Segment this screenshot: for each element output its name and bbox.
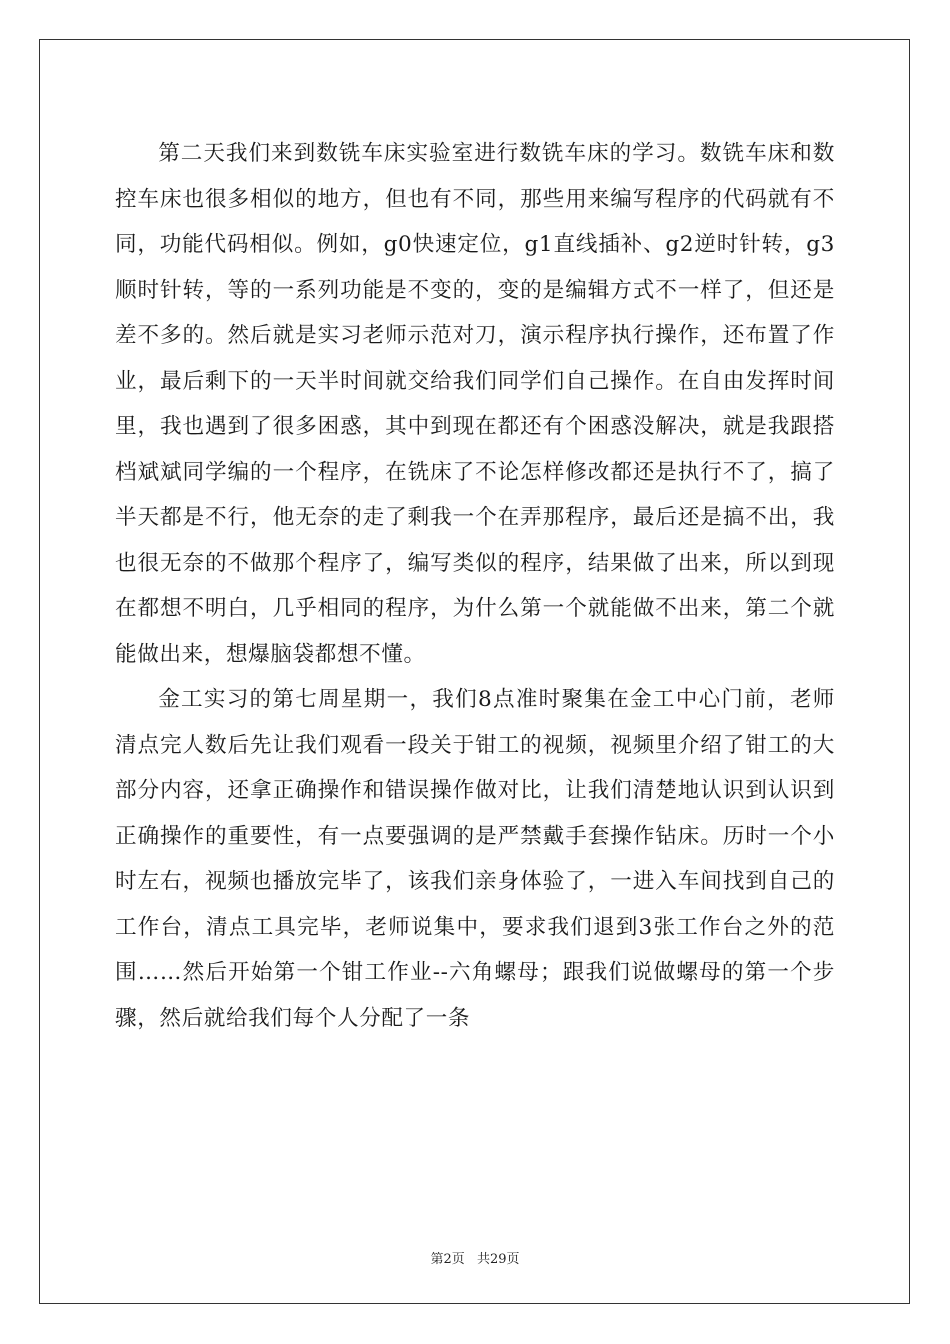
- document-body: [115, 131, 835, 1041]
- page-total: 共29页: [476, 1252, 520, 1267]
- page-footer: [0, 1248, 950, 1267]
- page-number: 第2页: [430, 1252, 465, 1267]
- paragraph-2: 金工实习的第七周星期一，我们8点准时聚集在金工中心门前，老师清点完人数后先让我们观看一段关于钳工的视频，视频里介绍了钳工的大部分内容，还拿正确操作和错误操作做对比，让我们清楚地认识到认识到正确操作的重要性，有一点要强调的是严禁戴手套操作钻床。历时一个小时左右，视频也播放完毕了，该我们亲身体验了，一进入车间找到自己的工作台，清点工具完毕，老师说集中，要求我们退到3张工作台之外的范围……然后开始第一个钳工作业--六角螺母；跟我们说做螺母的第一个步骤，然后就给我们每个人分配了一条: [115, 687, 835, 1031]
- paragraph-1: 第二天我们来到数铣车床实验室进行数铣车床的学习。数铣车床和数控车床也很多相似的地方，但也有不同，那些用来编写程序的代码就有不同，功能代码相似。例如，g0快速定位，g1直线插补、g2逆时针转，g3顺时针转，等的一系列功能是不变的，变的是编辑方式不一样了，但还是差不多的。然后就是实习老师示范对刀，演示程序执行操作，还布置了作业，最后剩下的一天半时间就交给我们同学们自己操作。在自由发挥时间里，我也遇到了很多困惑，其中到现在都还有个困惑没解决，就是我跟搭档斌斌同学编的一个程序，在铣床了不论怎样修改都还是执行不了，搞了半天都是不行，他无奈的走了剩我一个在弄那程序，最后还是搞不出，我也很无奈的不做那个程序了，编写类似的程序，结果做了出来，所以到现在都想不明白，几乎相同的程序，为什么第一个就能做不出来，第二个就能做出来，想爆脑袋都想不懂。: [115, 141, 835, 667]
